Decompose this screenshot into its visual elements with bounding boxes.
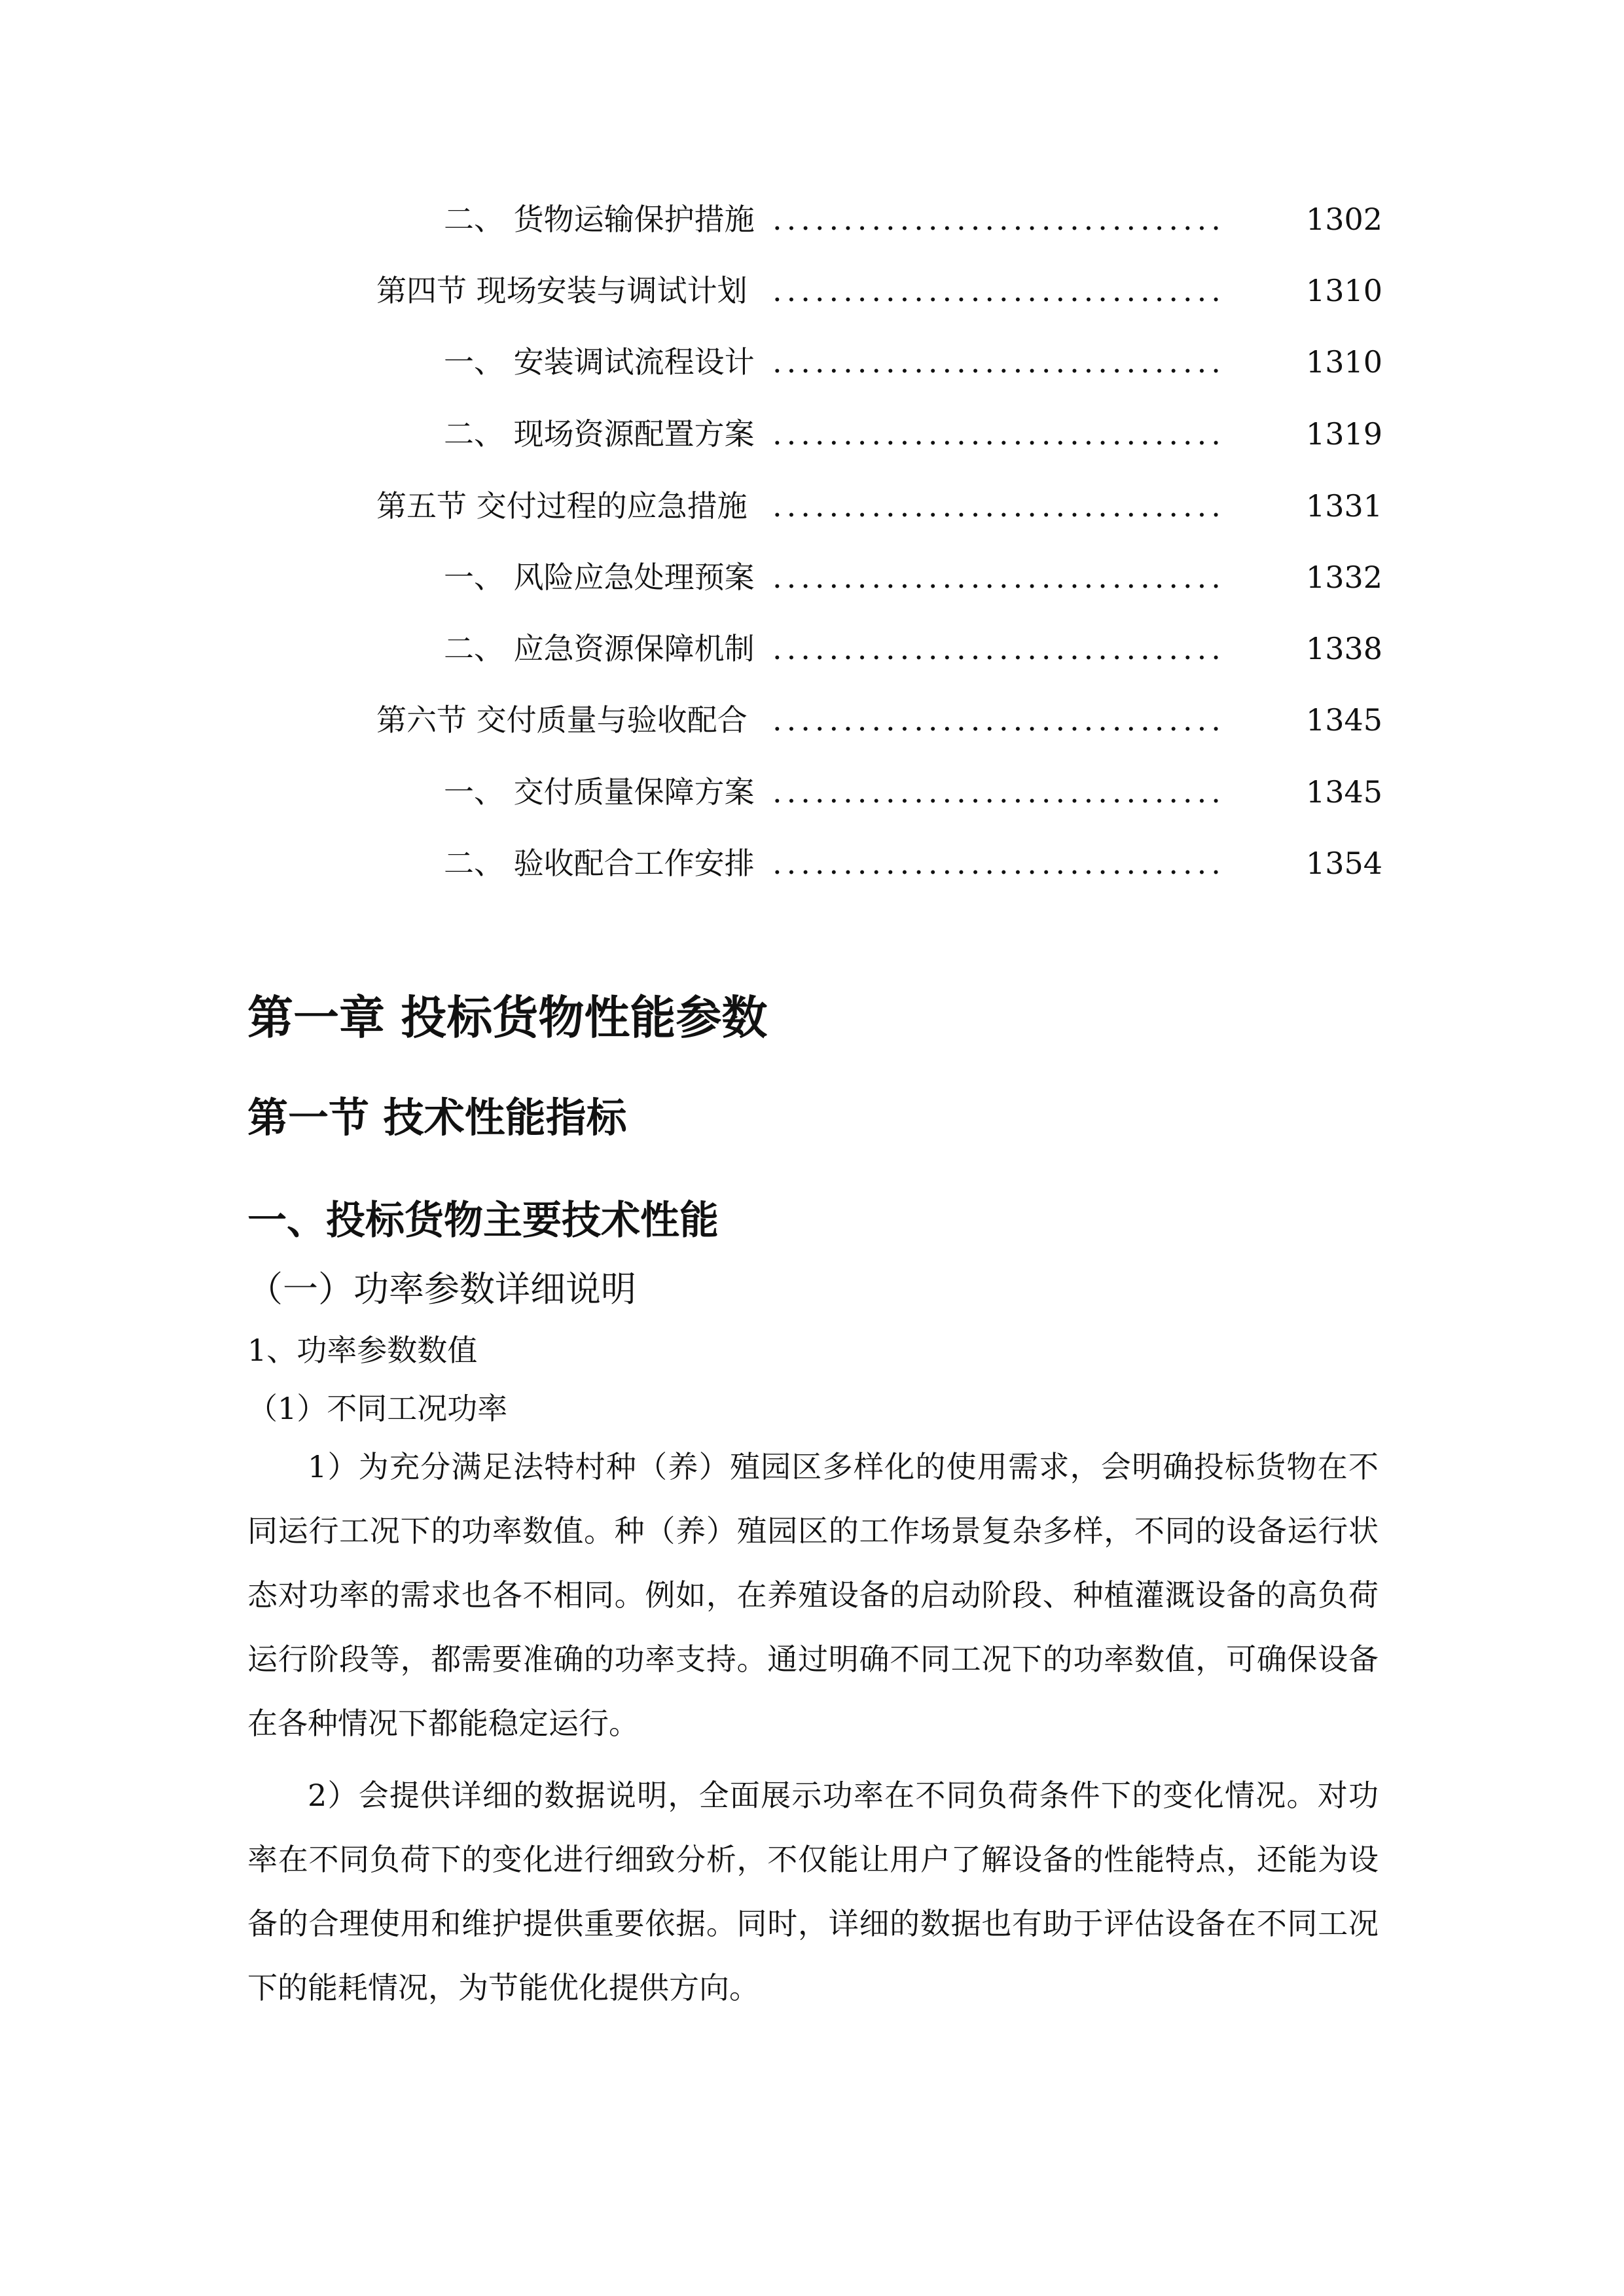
subitem-title: （1）不同工况功率 [247,1391,508,1426]
toc-page-number: 1302 [1306,202,1383,237]
toc-entry-label: 二、 现场资源配置方案 [444,416,755,452]
section-title: 第一节 技术性能指标 [247,1094,627,1141]
toc-leader: ................................ [772,202,1225,237]
toc-entry[interactable] [0,694,1624,746]
toc-entry-label: 二、 验收配合工作安排 [444,846,755,881]
toc-page-number: 1345 [1306,702,1383,738]
toc-leader: ................................ [772,702,1225,738]
toc-entry[interactable] [0,551,1624,603]
toc-leader: ................................ [772,344,1225,380]
toc-leader: ................................ [772,631,1225,666]
toc-entry-label: 一、 风险应急处理预案 [444,560,755,595]
toc-entry[interactable] [0,336,1624,388]
toc-entry-label: 一、 交付质量保障方案 [444,774,755,810]
toc-page-number: 1310 [1306,344,1383,380]
toc-entry-label: 第五节 交付过程的应急措施 [376,488,748,524]
toc-page-number: 1338 [1306,631,1383,666]
body-paragraph: 1）为充分满足法特村种（养）殖园区多样化的使用需求，会明确投标货物在不同运行工况下的功率数值。种（养）殖园区的工作场景复杂多样，不同的设备运行状态对功率的需求也各不相同。例如，在养殖设备的启动阶段、种植灌溉设备的高负荷运行阶段等，都需要准确的功率支持。通过明确不同工况下的功率数值，可确保设备在各种情况下都能稳定运行。 [247,1449,1379,1741]
toc-entry[interactable] [0,264,1624,317]
toc-leader: ................................ [772,846,1225,881]
toc-page-number: 1319 [1306,416,1383,452]
toc-entry-label: 二、 货物运输保护措施 [444,202,755,237]
toc-leader: ................................ [772,560,1225,595]
toc-entry-label: 第六节 交付质量与验收配合 [376,702,748,738]
chapter-title: 第一章 投标货物性能参数 [247,991,768,1045]
toc-entry-label: 二、 应急资源保障机制 [444,631,755,666]
body-paragraph: 2）会提供详细的数据说明，全面展示功率在不同负荷条件下的变化情况。对功率在不同负荷下的变化进行细致分析，不仅能让用户了解设备的性能特点，还能为设备的合理使用和维护提供重要依据。同时，详细的数据也有助于评估设备在不同工况下的能耗情况，为节能优化提供方向。 [247,1778,1379,2005]
toc-page-number: 1345 [1306,774,1383,810]
toc-entry[interactable] [0,837,1624,889]
subsection-title: 一、投标货物主要技术性能 [247,1198,719,1244]
toc-leader: ................................ [772,416,1225,452]
toc-page-number: 1331 [1306,488,1383,524]
toc-leader: ................................ [772,488,1225,524]
toc-entry[interactable] [0,408,1624,460]
toc-entry[interactable] [0,193,1624,245]
subsubsection-title: （一）功率参数详细说明 [247,1268,636,1310]
toc-leader: ................................ [772,273,1225,308]
toc-entry[interactable] [0,622,1624,675]
toc-entry-label: 一、 安装调试流程设计 [444,344,755,380]
toc-leader: ................................ [772,774,1225,810]
toc-page-number: 1310 [1306,273,1383,308]
toc-entry[interactable] [0,480,1624,532]
toc-page-number: 1354 [1306,846,1383,881]
item-title: 1、功率参数数值 [247,1333,478,1368]
toc-entry[interactable] [0,766,1624,818]
toc-page-number: 1332 [1306,560,1383,595]
toc-entry-label: 第四节 现场安装与调试计划 [376,273,748,308]
